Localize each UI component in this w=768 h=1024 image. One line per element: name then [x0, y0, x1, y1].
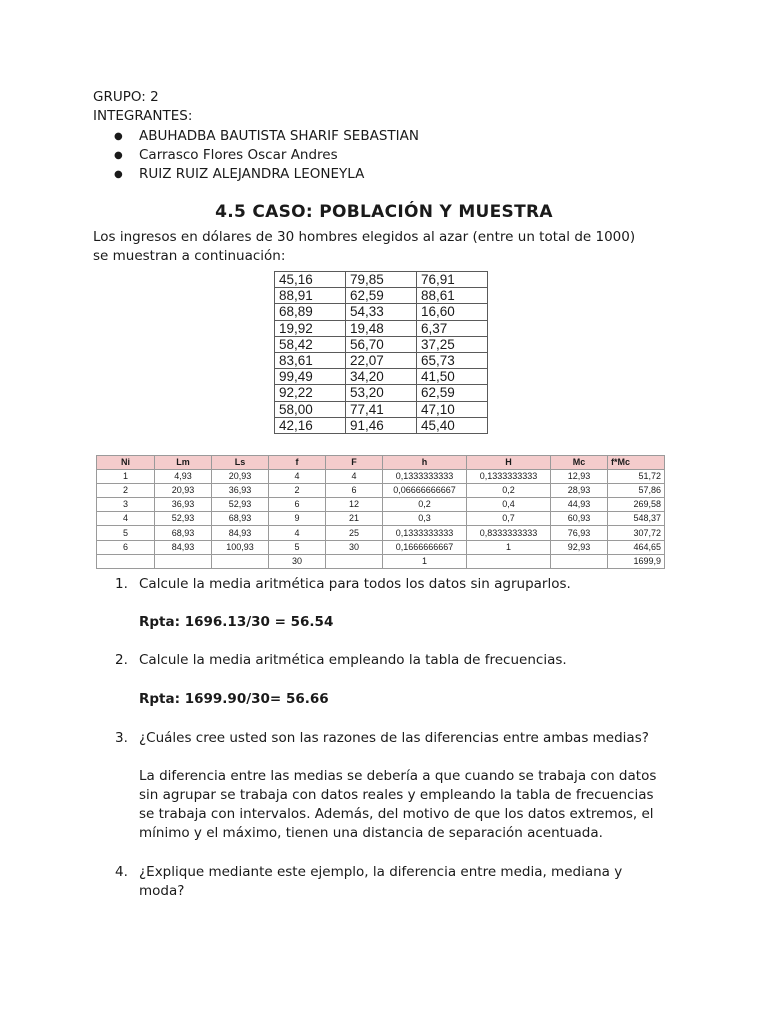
column-header: Mc — [551, 456, 608, 470]
table-cell: 52,93 — [212, 498, 269, 512]
income-data-table — [274, 271, 488, 434]
table-cell: 44,93 — [551, 498, 608, 512]
column-header: Ni — [97, 456, 155, 470]
answer-3: La diferencia entre las medias se debería a que cuando se trabaja con datos sin agrupar se trabaja con datos reales y empleando la tabla de frecuencias se trabaja con intervalos. Además, del motivo de que los datos extremos, el mínimo y el máximo, tienen una distancia de separación acentuada. — [139, 768, 657, 841]
table-cell: 36,93 — [212, 484, 269, 498]
column-header: f*Mc — [608, 456, 665, 470]
question-number: 3. — [115, 730, 128, 746]
answer-2: Rpta: 1699.90/30= 56.66 — [139, 691, 329, 707]
question-number: 4. — [115, 864, 128, 880]
table-row — [275, 304, 488, 320]
table-cell: 16,60 — [417, 304, 488, 320]
table-cell: 84,93 — [212, 526, 269, 540]
table-cell: 92,22 — [275, 385, 346, 401]
table-row — [275, 401, 488, 417]
table-cell: 4 — [97, 512, 155, 526]
intro-line-1: Los ingresos en dólares de 30 hombres elegidos al azar (entre un total de 1000) — [93, 229, 636, 245]
table-cell: 307,72 — [608, 526, 665, 540]
table-cell: 4 — [269, 526, 326, 540]
column-header: F — [326, 456, 383, 470]
table-cell: 88,91 — [275, 288, 346, 304]
table-cell — [155, 554, 212, 568]
table-row — [97, 512, 665, 526]
table-cell: 0,3 — [383, 512, 467, 526]
table-cell: 548,37 — [608, 512, 665, 526]
table-cell: 0,2 — [383, 498, 467, 512]
table-cell: 83,61 — [275, 352, 346, 368]
column-header: H — [467, 456, 551, 470]
table-cell: 30 — [326, 540, 383, 554]
question-number: 2. — [115, 652, 128, 668]
table-cell: 6,37 — [417, 320, 488, 336]
table-row — [97, 484, 665, 498]
table-row — [275, 320, 488, 336]
table-cell: 20,93 — [212, 470, 269, 484]
table-cell: 6 — [269, 498, 326, 512]
member-name: ABUHADBA BAUTISTA SHARIF SEBASTIAN — [139, 128, 419, 144]
question-text: ¿Cuáles cree usted son las razones de las diferencias entre ambas medias? — [139, 730, 649, 746]
table-row — [275, 385, 488, 401]
table-cell: 4 — [269, 470, 326, 484]
table-cell: 100,93 — [212, 540, 269, 554]
table-cell: 6 — [97, 540, 155, 554]
table-cell: 3 — [97, 498, 155, 512]
table-cell: 88,61 — [417, 288, 488, 304]
table-cell: 76,91 — [417, 272, 488, 288]
table-cell: 54,33 — [346, 304, 417, 320]
table-row — [275, 288, 488, 304]
table-cell: 62,59 — [417, 385, 488, 401]
table-cell: 56,70 — [346, 336, 417, 352]
table-cell: 84,93 — [155, 540, 212, 554]
table-cell: 0,06666666667 — [383, 484, 467, 498]
bullet-icon: ● — [114, 150, 123, 161]
table-header-row — [97, 456, 665, 470]
table-cell: 41,50 — [417, 369, 488, 385]
table-row — [275, 417, 488, 433]
table-cell: 37,25 — [417, 336, 488, 352]
table-row — [275, 272, 488, 288]
table-cell: 30 — [269, 554, 326, 568]
table-row — [97, 526, 665, 540]
table-cell: 53,20 — [346, 385, 417, 401]
table-cell: 0,1666666667 — [383, 540, 467, 554]
table-cell: 47,10 — [417, 401, 488, 417]
table-cell: 19,48 — [346, 320, 417, 336]
table-cell: 1 — [97, 470, 155, 484]
answer-1: Rpta: 1696.13/30 = 56.54 — [139, 614, 334, 630]
table-row — [97, 540, 665, 554]
table-cell: 42,16 — [275, 417, 346, 433]
table-cell: 91,46 — [346, 417, 417, 433]
table-cell: 0,1333333333 — [383, 526, 467, 540]
table-cell: 0,1333333333 — [467, 470, 551, 484]
table-cell: 12,93 — [551, 470, 608, 484]
table-cell: 45,40 — [417, 417, 488, 433]
question-text: Calcule la media aritmética para todos los datos sin agruparlos. — [139, 576, 571, 592]
table-cell: 19,92 — [275, 320, 346, 336]
table-cell: 20,93 — [155, 484, 212, 498]
table-cell: 1699,9 — [608, 554, 665, 568]
frequency-table — [96, 455, 665, 569]
table-row — [275, 352, 488, 368]
table-cell: 9 — [269, 512, 326, 526]
table-cell: 1 — [383, 554, 467, 568]
table-cell: 57,86 — [608, 484, 665, 498]
table-cell: 68,89 — [275, 304, 346, 320]
table-cell: 0,7 — [467, 512, 551, 526]
table-cell: 28,93 — [551, 484, 608, 498]
column-header: Ls — [212, 456, 269, 470]
table-cell: 77,41 — [346, 401, 417, 417]
column-header: h — [383, 456, 467, 470]
table-cell: 51,72 — [608, 470, 665, 484]
table-row — [97, 470, 665, 484]
table-cell: 76,93 — [551, 526, 608, 540]
intro-line-2: se muestran a continuación: — [93, 248, 286, 264]
table-cell: 0,4 — [467, 498, 551, 512]
table-cell: 5 — [97, 526, 155, 540]
question-text: ¿Explique mediante este ejemplo, la diferencia entre media, mediana y moda? — [139, 864, 623, 899]
table-cell: 4 — [326, 470, 383, 484]
table-row — [275, 336, 488, 352]
table-cell — [97, 554, 155, 568]
table-cell: 58,00 — [275, 401, 346, 417]
column-header: Lm — [155, 456, 212, 470]
table-cell: 65,73 — [417, 352, 488, 368]
table-cell: 269,58 — [608, 498, 665, 512]
members-label: INTEGRANTES: — [93, 108, 193, 124]
table-cell: 58,42 — [275, 336, 346, 352]
table-cell: 79,85 — [346, 272, 417, 288]
table-cell — [551, 554, 608, 568]
member-name: Carrasco Flores Oscar Andres — [139, 147, 338, 163]
group-label: GRUPO: 2 — [93, 89, 159, 105]
question-number: 1. — [115, 576, 128, 592]
table-cell: 2 — [269, 484, 326, 498]
table-cell: 60,93 — [551, 512, 608, 526]
table-cell: 62,59 — [346, 288, 417, 304]
table-cell: 52,93 — [155, 512, 212, 526]
table-cell: 99,49 — [275, 369, 346, 385]
table-cell — [212, 554, 269, 568]
table-cell: 92,93 — [551, 540, 608, 554]
table-cell: 21 — [326, 512, 383, 526]
table-cell: 45,16 — [275, 272, 346, 288]
table-cell: 0,2 — [467, 484, 551, 498]
table-row — [97, 498, 665, 512]
table-cell: 0,8333333333 — [467, 526, 551, 540]
member-name: RUIZ RUIZ ALEJANDRA LEONEYLA — [139, 166, 365, 182]
table-cell: 0,1333333333 — [383, 470, 467, 484]
table-cell — [467, 554, 551, 568]
table-cell: 6 — [326, 484, 383, 498]
table-cell: 1 — [467, 540, 551, 554]
table-cell: 464,65 — [608, 540, 665, 554]
table-cell: 34,20 — [346, 369, 417, 385]
column-header: f — [269, 456, 326, 470]
table-cell: 4,93 — [155, 470, 212, 484]
table-cell: 36,93 — [155, 498, 212, 512]
bullet-icon: ● — [114, 131, 123, 142]
section-title: 4.5 CASO: POBLACIÓN Y MUESTRA — [215, 202, 553, 222]
table-cell: 2 — [97, 484, 155, 498]
table-totals-row — [97, 554, 665, 568]
table-cell — [326, 554, 383, 568]
table-cell: 68,93 — [155, 526, 212, 540]
table-row — [275, 369, 488, 385]
table-cell: 25 — [326, 526, 383, 540]
table-cell: 5 — [269, 540, 326, 554]
table-cell: 12 — [326, 498, 383, 512]
table-cell: 68,93 — [212, 512, 269, 526]
table-cell: 22,07 — [346, 352, 417, 368]
question-text: Calcule la media aritmética empleando la tabla de frecuencias. — [139, 652, 567, 668]
bullet-icon: ● — [114, 169, 123, 180]
